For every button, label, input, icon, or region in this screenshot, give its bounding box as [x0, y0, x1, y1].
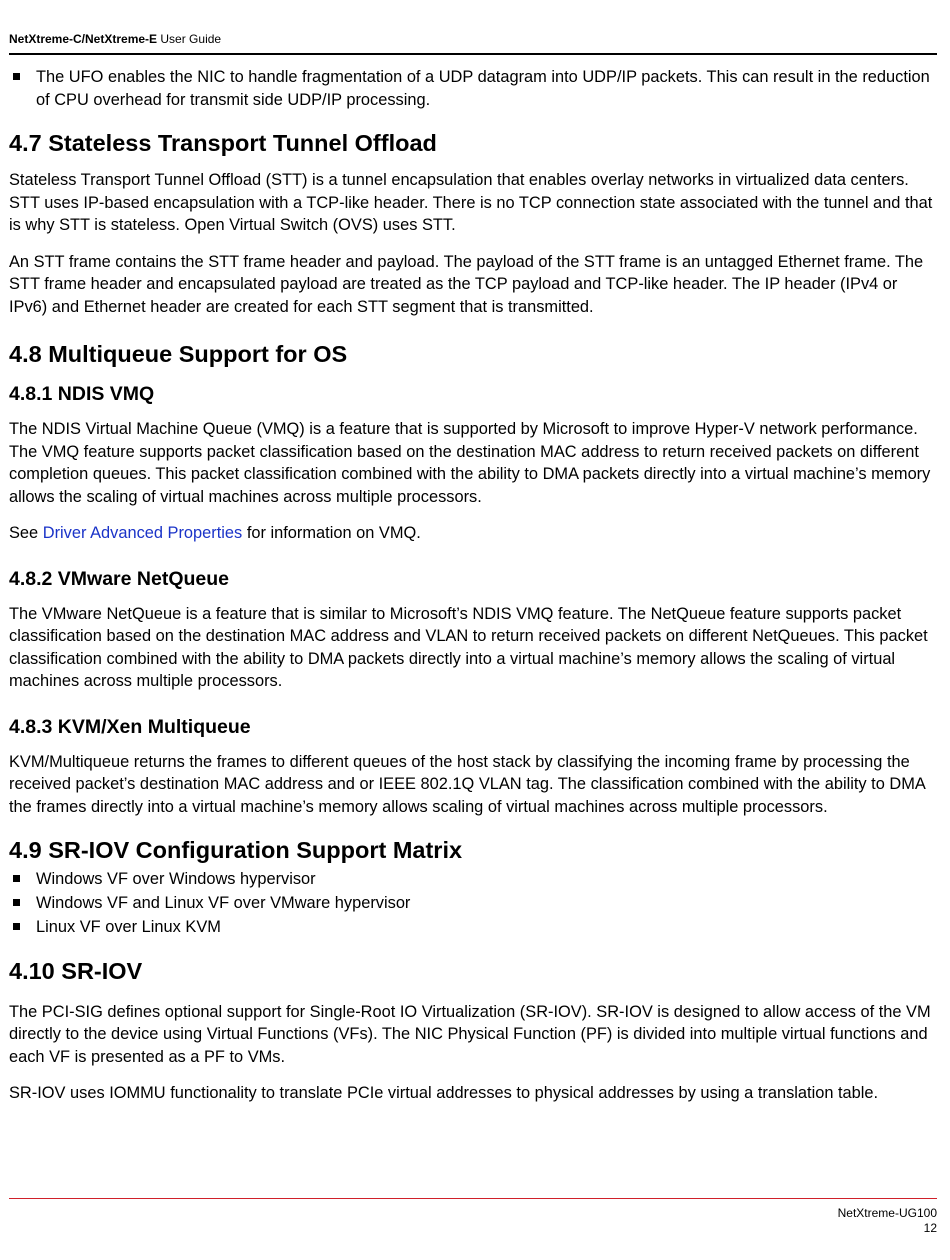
paragraph: The VMware NetQueue is a feature that is similar to Microsoft’s NDIS VMQ feature. The NetQueue feature supports packet classification based on the destination MAC address and VLAN to return received packets on different NetQueues. This packet classification combined with the ability to DMA packets directly into a virtual machine’s memory allows the scaling of virtual machines across multiple processors. [9, 604, 928, 690]
list-item [9, 868, 935, 891]
see-also-paragraph [9, 522, 935, 545]
page-header [9, 31, 937, 47]
square-bullet-icon [13, 73, 20, 80]
square-bullet-icon [13, 875, 20, 882]
see-prefix: See [9, 524, 39, 542]
section-heading-4-9: 4.9 SR-IOV Configuration Support Matrix [9, 837, 463, 863]
section-heading-4-8-1: 4.8.1 NDIS VMQ [9, 383, 155, 405]
header-rule [9, 53, 937, 55]
driver-advanced-properties-link[interactable]: Driver Advanced Properties [42, 524, 243, 542]
paragraph: The PCI-SIG defines optional support for Single-Root IO Virtualization (SR-IOV). SR-IOV is designed to allow access of the VM directly to the device using Virtual Functions (VFs). The NIC Physical Function (PF) is divided into multiple virtual functions and each VF is presented as a PF to VMs. [9, 1002, 931, 1066]
footer-page-number: 12 [923, 1221, 937, 1235]
list-item [9, 66, 935, 111]
section-heading-4-8: 4.8 Multiqueue Support for OS [9, 341, 348, 367]
list-item-text: Linux VF over Linux KVM [36, 918, 221, 936]
footer-rule [9, 1198, 937, 1199]
list-item [9, 892, 935, 915]
footer-doc-id: NetXtreme-UG100 [837, 1206, 937, 1220]
section-heading-4-7: 4.7 Stateless Transport Tunnel Offload [9, 130, 437, 156]
section-heading-4-8-3: 4.8.3 KVM/Xen Multiqueue [9, 715, 251, 738]
list-item-text: Windows VF over Windows hypervisor [36, 870, 316, 888]
square-bullet-icon [13, 899, 20, 906]
list-item-text: Windows VF and Linux VF over VMware hypervisor [36, 894, 411, 912]
list-item-text: The UFO enables the NIC to handle fragmentation of a UDP datagram into UDP/IP packets. This can result in the reduction of CPU overhead for transmit side UDP/IP processing. [36, 68, 930, 109]
section-heading-4-8-2: 4.8.2 VMware NetQueue [9, 567, 230, 590]
paragraph: KVM/Multiqueue returns the frames to different queues of the host stack by classifying the incoming frame by processing the received packet’s destination MAC address and or IEEE 802.1Q VLAN tag. The classification combined with the ability to DMA the frames directly into a virtual machine’s memory allows scaling of virtual machines across multiple processors. [9, 752, 925, 816]
support-matrix-list [9, 868, 935, 939]
paragraph: An STT frame contains the STT frame header and payload. The payload of the STT frame is an untagged Ethernet frame. The STT frame header and encapsulated payload are treated as the TCP payload and TCP-like header. The IP header (IPv4 or IPv6) and Ethernet header are created for each STT segment that is transmitted. [9, 252, 924, 316]
see-suffix: for information on VMQ. [246, 524, 421, 542]
square-bullet-icon [13, 923, 20, 930]
paragraph: Stateless Transport Tunnel Offload (STT) is a tunnel encapsulation that enables overlay networks in virtualized data centers. STT uses IP-based encapsulation with a TCP-like header. There is no TCP connection state associated with the tunnel and that is why STT is stateless. Open Virtual Switch (OVS) uses STT. [9, 171, 933, 234]
intro-list [9, 66, 935, 111]
header-product: NetXtreme-C/NetXtreme-E [9, 32, 158, 46]
paragraph: The NDIS Virtual Machine Queue (VMQ) is a feature that is supported by Microsoft to improve Hyper-V network performance. The VMQ feature supports packet classification based on the destination MAC address to return received packets on different completion queues. This packet classification combined with the ability to DMA packets directly into a virtual machine’s memory allows the scaling of virtual machines across multiple processors. [9, 420, 931, 506]
header-guide: User Guide [160, 32, 222, 46]
section-heading-4-10: 4.10 SR-IOV [9, 957, 143, 984]
paragraph: SR-IOV uses IOMMU functionality to translate PCIe virtual addresses to physical addresses by using a translation table. [9, 1084, 879, 1102]
list-item [9, 916, 935, 939]
document-body [9, 66, 935, 1119]
